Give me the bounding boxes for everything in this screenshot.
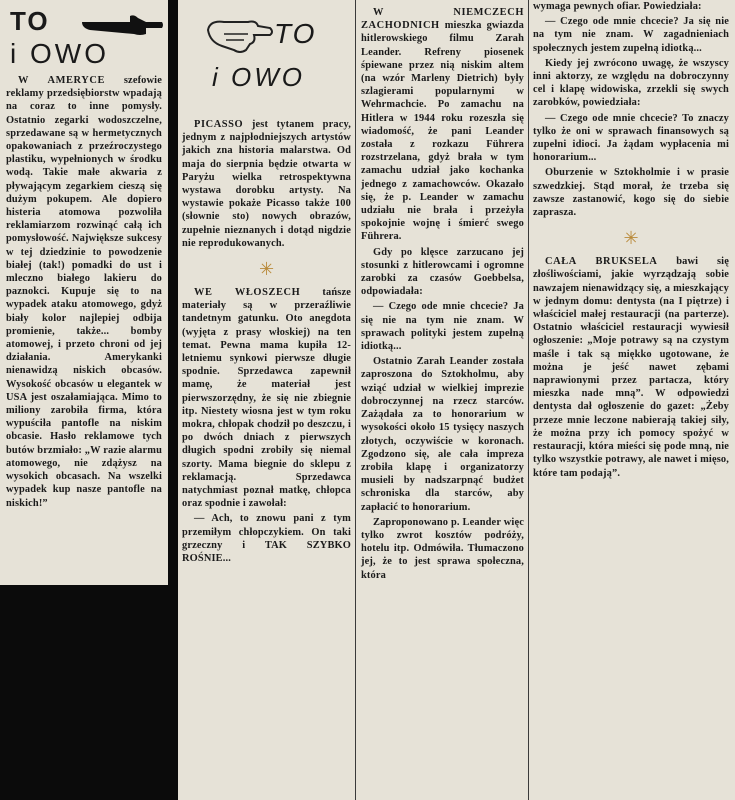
masthead-i-owo-large: i OWO	[212, 62, 306, 92]
masthead-small	[6, 2, 162, 74]
asterisk-ornament-icon: ✳	[623, 228, 639, 249]
article-italy: WE WŁOSZECH tańsze materiały są w przeraźliwie tandetnym gatunku. Oto anegdota (wyjęta z prasy włoskiej) na ten temat. Pewna mama kupiła 12-letniemu synkowi pierwsze długie spodnie. Sprzedawca zapewnił mamę, że materiał jest pierwszorzędny, że się nie zbiegnie itp. Niestety wiosna jest w tym roku mokra, chłopak chodził po deszczu, i po dwóch dniach z pierwszych długich spodni zrobiły się niemal szorty. Mama biegnie do sklepu z reklamacją. Sprzedawca natychmiast poznał matkę, chłopca oraz spodnie i zawołał: — Ach, to znowu pani z tym przemiłym chłopczykiem. On taki grzeczny i TAK SZYBKO ROŚNIE...	[182, 287, 351, 565]
masthead-i-owo: i OWO	[10, 38, 110, 69]
pointing-hand-outline-icon	[204, 10, 274, 58]
column-divider	[355, 0, 356, 800]
masthead-to: TO	[10, 6, 50, 36]
article-leander: W NIEMCZECH ZACHODNICH mieszka gwiazda hitlerowskiego filmu Zarah Leander. Refreny piosenek śpiewane przez nią niskim altem (na wzór Marleny Dietrich) były szlagierami popularnymi w Wehrmachcie. Po zamachu na Hitlera w 1944 roku rozeszła się wiadomość, że pani Leander została z rozkazu Führera rozstrzelana, gdyż brała w tym zamachu udział jako kochanka jednego z zamachowców. Okazało się, że p. Leander w zamachu udziału nie brała i przeżyła spokojnie wojnę i śmierć swego Führera. Gdy po klęsce zarzucano jej stosunki z hitlerowcami i ogromne zarobki za czasów Goebbelsa, odpowiadała: — Czego ode mnie chcecie? Ja się nie na tym nie znam. W sprawach polityki jestem zupełną idiotką... Ostatnio Zarah Leander została zaproszona do Sztokholmu, aby wziąć udział w wielkiej imprezie dobroczynnej na rzecz starców. Zażądała za to honorarium w wysokości około 15 tysięcy naszych złotych, oczywiście w koronach. Zgodzono się, ale cała impreza zrobiła klapę i organizatorzy musieli by nadszarpnąć budżet schroniska dla starców, aby zapłacić to honorarium. Zaproponowano p. Leander więc tylko zwrot kosztów podróży, hotelu itp. Odmówiła. Tłumaczono jej, że to jest sprawa społeczna, która	[361, 7, 524, 581]
pointing-hand-icon	[80, 12, 164, 38]
asterisk-ornament-icon: ✳	[258, 259, 275, 280]
article-picasso: PICASSO jest tytanem pracy, jednym z najpłodniejszych artystów jakich zna historia malarstwa. Od maja do sierpnia będzie otwarta w Paryżu wielka retrospektywna wystawa dorobku artysty. Na wystawie pokaże Picasso także 100 (słownie sto) nowych obrazów, zupełnie nieznanych i dotąd nigdzie nie reprodukowanych.	[182, 119, 351, 249]
article-brussels: CAŁA BRUKSELA bawi się złośliwościami, jakie wyrządzają sobie nawzajem nienawidzący się, a mieszkający w jednym domu: dentysta (na I piętrze) i właściciel małej restauracji (na parterze). Ostatnio właściciel restauracji wywiesił ogłoszenie: „Moje potrawy są na czystym maśle i tak są miękko ugotowane, że można je jeść nawet zębami naprawionymi przez partacza, który mieszka nade mną”. W odpowiedzi dentysta dał ogłoszenie do gazet: „Żeby przeze mnie leczone nabierają takiej siły, że można przy ich pomocy spożyć w restauracji, która mieści się pode mną, nie tylko wszystkie potrawy, ale nawet i mięso, które tam podają”.	[533, 256, 729, 479]
column-leander-brussels	[528, 0, 735, 800]
article-leander-continued: wymaga pewnych ofiar. Powiedziała: — Czego ode mnie chcecie? Ja się nie na tym nie znam. W zagadnieniach społecznych jestem zupełną idiotką... Kiedy jej zwrócono uwagę, że wszyscy inni aktorzy, ze względu na dobroczynny cel i klapę widowiska, zrzekli się swych zarobków, powiedziała: — Czego ode mnie chcecie? To znaczy tylko że oni w sprawach finansowych są zupełni idioci. Ja żądam wypłacenia mi honorarium... Oburzenie w Sztokholmie i w prasie szwedzkiej. Stąd morał, że trzeba się zawsze zastanowić, kogo się do siebie zaprasza.	[533, 1, 729, 219]
column-germany	[355, 0, 528, 800]
column-divider	[528, 0, 529, 800]
masthead-large	[182, 0, 351, 110]
column-america	[0, 0, 168, 585]
masthead-to-large: TO	[274, 18, 317, 49]
article-america: W AMERYCE szefowie reklamy przedsiębiorstw wpadają na coraz to inne pomysły. Ostatnio zegarki wodoszczelne, sprzedawane są w hermetycznych opakowaniach z przeźroczystego plastiku, wypełnionych w środku wodą. Takie małe akwaria z pływającym zegarkiem cieszą się dużym pokupem. Ale dopiero histeria atomowa pozwoliła reklamiarzom rozwinąć całą ich pomysłowość. Największe sukcesy w tej dziedzinie to powodzenie białej (tak!) pomadki do ust i mleczno białego lakieru do paznokci. Kupuje się to na wypadek ataku atomowego, gdyż biały kolor najlepiej odbija promienie, także... bomby atomowej, i przeto chroni od jej działania. Amerykanki nienawidzą niskich obcasów. Wysokość obcasów u elegantek w USA jest oszałamiająca. Mimo to miliony zarobiła firma, która wypuściła pantofle na niskim obcasie. Hasło reklamowe tych butów brzmiało: „W razie alarmu atomowego, nie zdążysz na wysokich obcasach. Na wszelki wypadek kup nasze pantofle na niskich!”	[6, 75, 162, 509]
lead-america: W AMERYCE	[18, 75, 106, 86]
column-picasso-italy	[178, 0, 355, 800]
